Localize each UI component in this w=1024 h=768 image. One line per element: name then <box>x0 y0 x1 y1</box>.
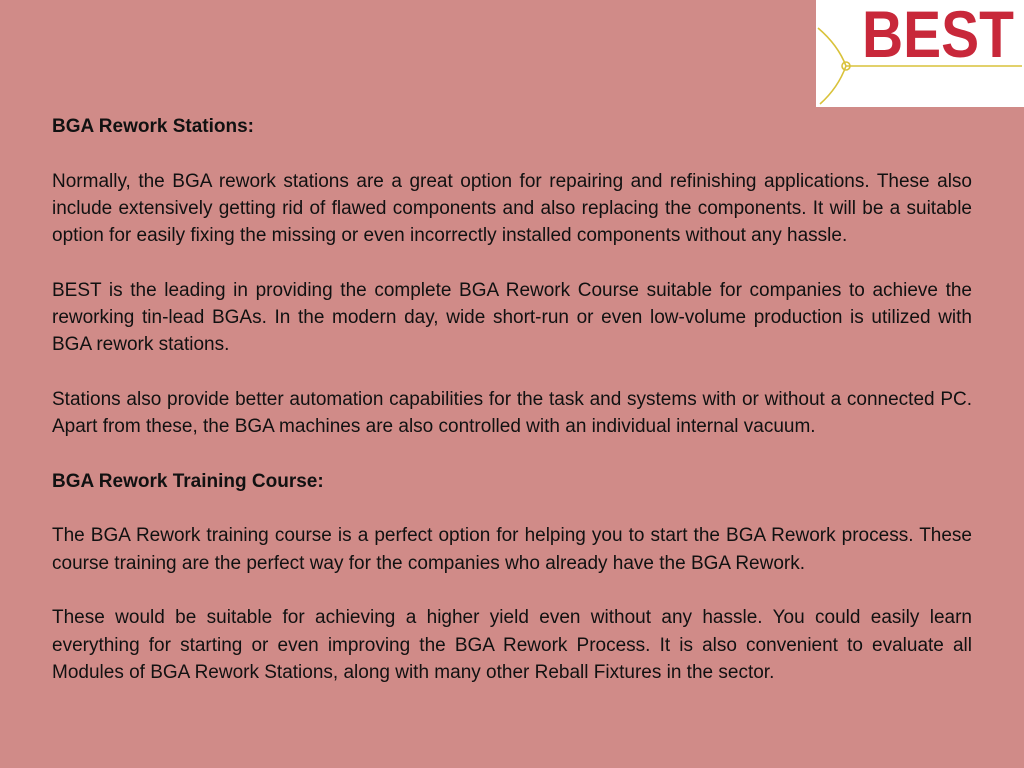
paragraph: The BGA Rework training course is a perfect option for helping you to start the BGA Rework process. These course training are the perfect way for the companies who already have the BGA Rework. <box>52 525 972 574</box>
paragraph: BEST is the leading in providing the complete BGA Rework Course suitable for companies to achieve the reworking tin-lead BGAs. In the modern day, wide short-run or even low-volume production is utilized with BGA rework stations. <box>52 279 972 356</box>
paragraph: Stations also provide better automation capabilities for the task and systems with or without a connected PC. Apart from these, the BGA machines are also controlled with an individual internal vacuum. <box>52 388 972 438</box>
section-heading-training-course: BGA Rework Training Course: <box>52 470 324 492</box>
paragraph: Normally, the BGA rework stations are a great option for repairing and refinishing applications. These also include extensively getting rid of flawed components and also replacing the components. It will be a suitable option for easily fixing the missing or even incorrectly installed components without any hassle. <box>52 170 972 247</box>
logo-text: BEST <box>862 0 1014 71</box>
main-content <box>52 113 972 686</box>
section-heading-rework-stations: BGA Rework Stations: <box>52 116 254 137</box>
best-logo <box>816 0 1024 107</box>
paragraph: These would be suitable for achieving a higher yield even without any hassle. You could easily learn everything for starting or even improving the BGA Rework Process. It is also convenient to evaluate all Modules of BGA Rework Stations, along with many other Reball Fixtures in the sector. <box>52 607 972 683</box>
best-logo-graphic <box>816 0 1024 107</box>
